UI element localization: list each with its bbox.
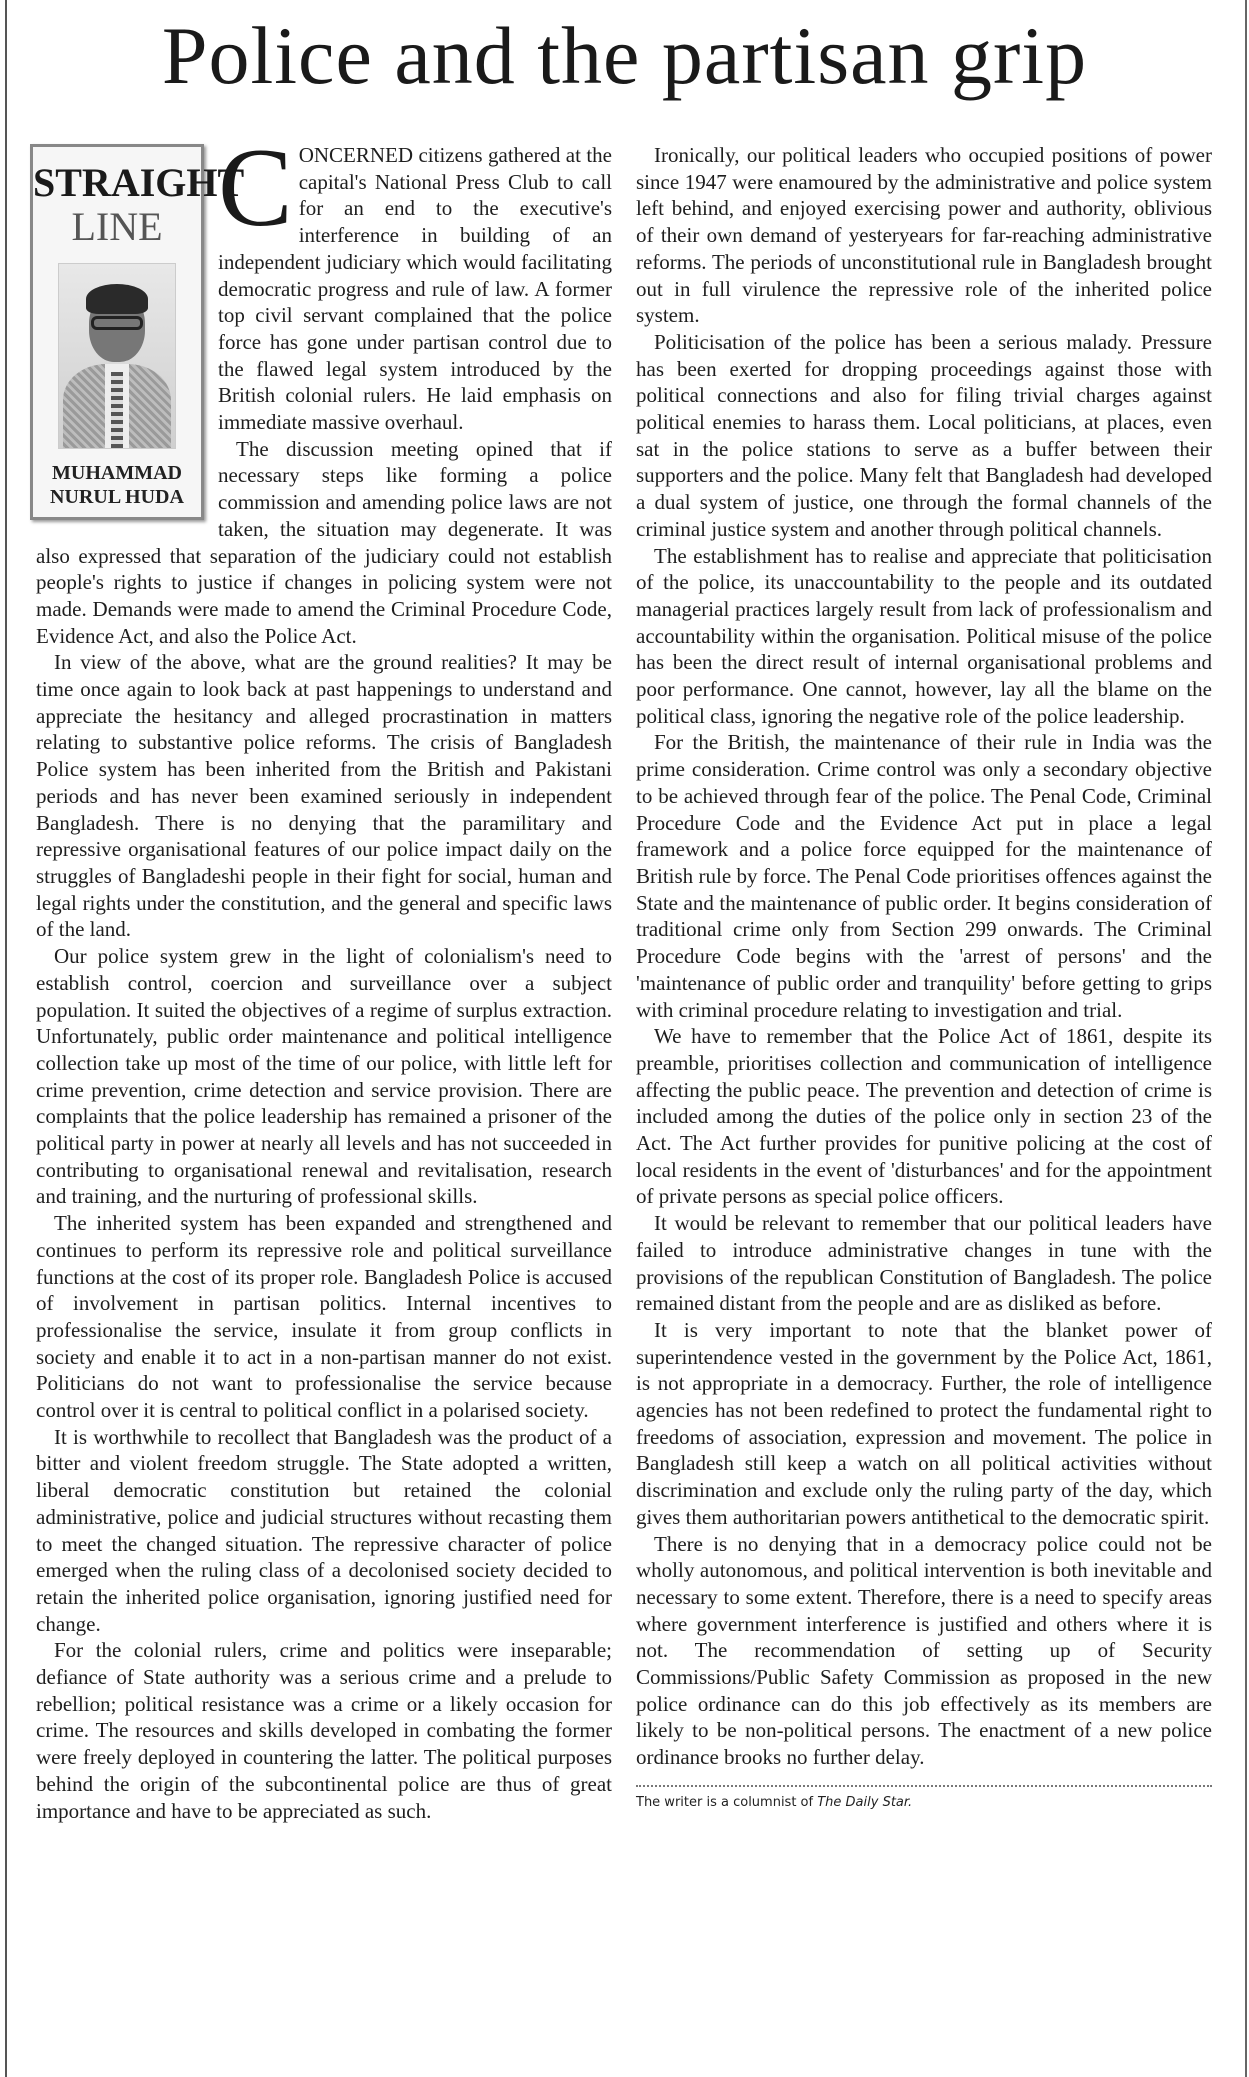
paragraph: There is no denying that in a democracy police could not be wholly autonomous, and political intervention is both inevitable and necessary to some extent. Therefore, there is a need to specify areas where government interference is justified and others where it is not. The recommendation of setting up of Security Commissions/Public Safety Commission as proposed in the new police ordinance can do this job effectively as its members are likely to be non-political persons. The enactment of a new police ordinance brooks no further delay.	[636, 1531, 1212, 1770]
paragraph: It would be relevant to remember that our political leaders have failed to introduce administrative changes in tune with the provisions of the republican Constitution of Bangladesh. The police remained distant from the people and are as disliked as before.	[636, 1211, 1212, 1316]
headline: Police and the partisan grip	[161, 10, 1088, 101]
author-name-line2: NURUL HUDA	[50, 486, 184, 508]
paragraph: The establishment has to realise and appreciate that politicisation of the police, its unaccountability to the people and its outdated managerial practices largely result from lack of professionalism and accountability within the organisation. Political misuse of the police has been the direct result of internal organisational problems and poor performance. One cannot, however, lay all the blame on the political class, ignoring the negative role of the police leadership.	[636, 543, 1212, 728]
author-photo	[58, 263, 176, 449]
paragraph: The discussion meeting opined that if necessary steps like forming a police commission and amending police laws are not taken, the situation may degenerate. It was also expressed that separation of the judiciary could not establish people's rights to justice if changes in policing system were not made. Demands were made to amend the Criminal Procedure Code, Evidence Act, and also the Police Act.	[36, 436, 612, 648]
author-note-text: The writer is a columnist of	[636, 1794, 818, 1810]
publication-name: The Daily Star.	[817, 1794, 913, 1810]
author-note	[636, 1793, 1212, 1813]
left-column	[33, 126, 612, 1824]
paragraph: It is very important to note that the blanket power of superintendence vested in the government by the Police Act, 1861, is not appropriate in a democracy. Further, the role of intelligence agencies has not been redefined to protect the fundamental right to freedoms of association, expression and movement. The police in Bangladesh still keep a watch on all political activities without discrimination and exclude only the ruling party of the day, which gives them authoritarian powers antithetical to the democratic spirit.	[636, 1317, 1212, 1529]
paragraph: Ironically, our political leaders who occupied positions of power since 1947 were enamoured by the administrative and police system left behind, and enjoyed exercising power and authority, oblivious of their own demand of yesteryears for far-reaching administrative reforms. The periods of unconstitutional rule in Bangladesh brought out in full virulence the repressive role of the inherited police system.	[636, 143, 1212, 328]
author-name-line1: MUHAMMAD	[52, 462, 182, 484]
drop-cap: C	[218, 126, 293, 250]
column-badge	[30, 144, 245, 520]
paragraph: The inherited system has been expanded and strengthened and continues to perform its repressive role and political surveillance functions at the cost of its proper role. Bangladesh Police is accused of involvement in partisan politics. Internal incentives to professionalise the service, insulate it from group conflicts in society and enable it to act in a non-partisan manner do not exist. Politicians do not want to professionalise the service because control over it is central to political conflict in a polarised society.	[36, 1211, 612, 1423]
page-border-right	[1245, 0, 1247, 2077]
right-column	[636, 142, 1212, 1813]
paragraph: It is worthwhile to recollect that Bangladesh was the product of a bitter and violent freedom struggle. The State adopted a written, liberal democratic constitution but retained the colonial administrative, police and judicial structures without recasting them to meet the changed situation. The repressive character of police emerged when the ruling class of a decolonised society decided to retain the inherited police organisation, ignoring justified need for change.	[36, 1424, 612, 1636]
paragraph: In view of the above, what are the ground realities? It may be time once again to look back at past happenings to understand and appreciate the hesitancy and alleged procrastination in matters relating to substantive police reforms. The crisis of Bangladesh Police system has been inherited from the British and Pakistani periods and has never been examined seriously in independent Bangladesh. There is no denying that the paramilitary and repressive organisational features of our police impact daily on the struggles of Bangladeshi people in their fight for social, human and legal rights under the constitution, and the general and specific laws of the land.	[36, 650, 612, 942]
paragraph: For the British, the maintenance of their rule in India was the prime consideration. Crime control was only a secondary objective to be achieved through fear of the police. The Penal Code, Criminal Procedure Code and the Evidence Act put in place a legal framework and a police force equipped for the maintenance of British rule by force. The Penal Code prioritises offences against the State and the maintenance of public order. It begins consideration of traditional crime only from Section 299 onwards. The Criminal Procedure Code begins with the 'arrest of persons' and the 'maintenance of public order and tranquility' before getting to grips with criminal procedure relating to investigation and trial.	[636, 730, 1212, 1022]
series-title-line1: STRAIGHT	[33, 160, 245, 205]
paragraph: Politicisation of the police has been a serious malady. Pressure has been exerted for dropping proceedings against those with political connections and also for filing trivial charges against political enemies to harass them. Local politicians, at places, even sat in the police stations to serve as a buffer between their supporters and the police. Many felt that Bangladesh had developed a dual system of justice, one through the formal channels of the criminal justice system and another through political channels.	[636, 329, 1212, 541]
paragraph: Our police system grew in the light of colonialism's need to establish control, coercion and surveillance over a subject population. It suited the objectives of a regime of surplus extraction. Unfortunately, public order maintenance and political intelligence collection take up most of the time of our police, with little left for crime prevention, crime detection and service provision. There are complaints that the police leadership has remained a prisoner of the political party in power at nearly all levels and has not succeeded in contributing to organisational renewal and revitalisation, research and training, and the nurturing of professional skills.	[36, 944, 612, 1209]
paragraph: ONCERNED citizens gathered at the capital's National Press Club to call for an end to the executive's interference in building of an independent judiciary which would facilitating democratic progress and rule of law. A former top civil servant complained that the police force has gone under partisan control due to the flawed legal system introduced by the British colonial rulers. He laid emphasis on immediate massive overhaul.	[218, 143, 612, 435]
series-title-line2: LINE	[71, 204, 163, 249]
footer-divider	[636, 1785, 1212, 1787]
paragraph: For the colonial rulers, crime and politics were inseparable; defiance of State authority was a serious crime and a prelude to rebellion; political resistance was a crime or a likely occasion for crime. The resources and skills developed in combating the former were freely deployed in countering the latter. The political purposes behind the origin of the subcontinental police are thus of great importance and have to be appreciated as such.	[36, 1638, 612, 1823]
page-border-left	[5, 0, 7, 2077]
paragraph: We have to remember that the Police Act of 1861, despite its preamble, prioritises collection and communication of intelligence affecting the public peace. The prevention and detection of crime is included among the duties of the police only in section 23 of the Act. The Act further provides for punitive policing at the cost of local residents in the event of 'disturbances' and for the appointment of private persons as special police officers.	[636, 1024, 1212, 1209]
